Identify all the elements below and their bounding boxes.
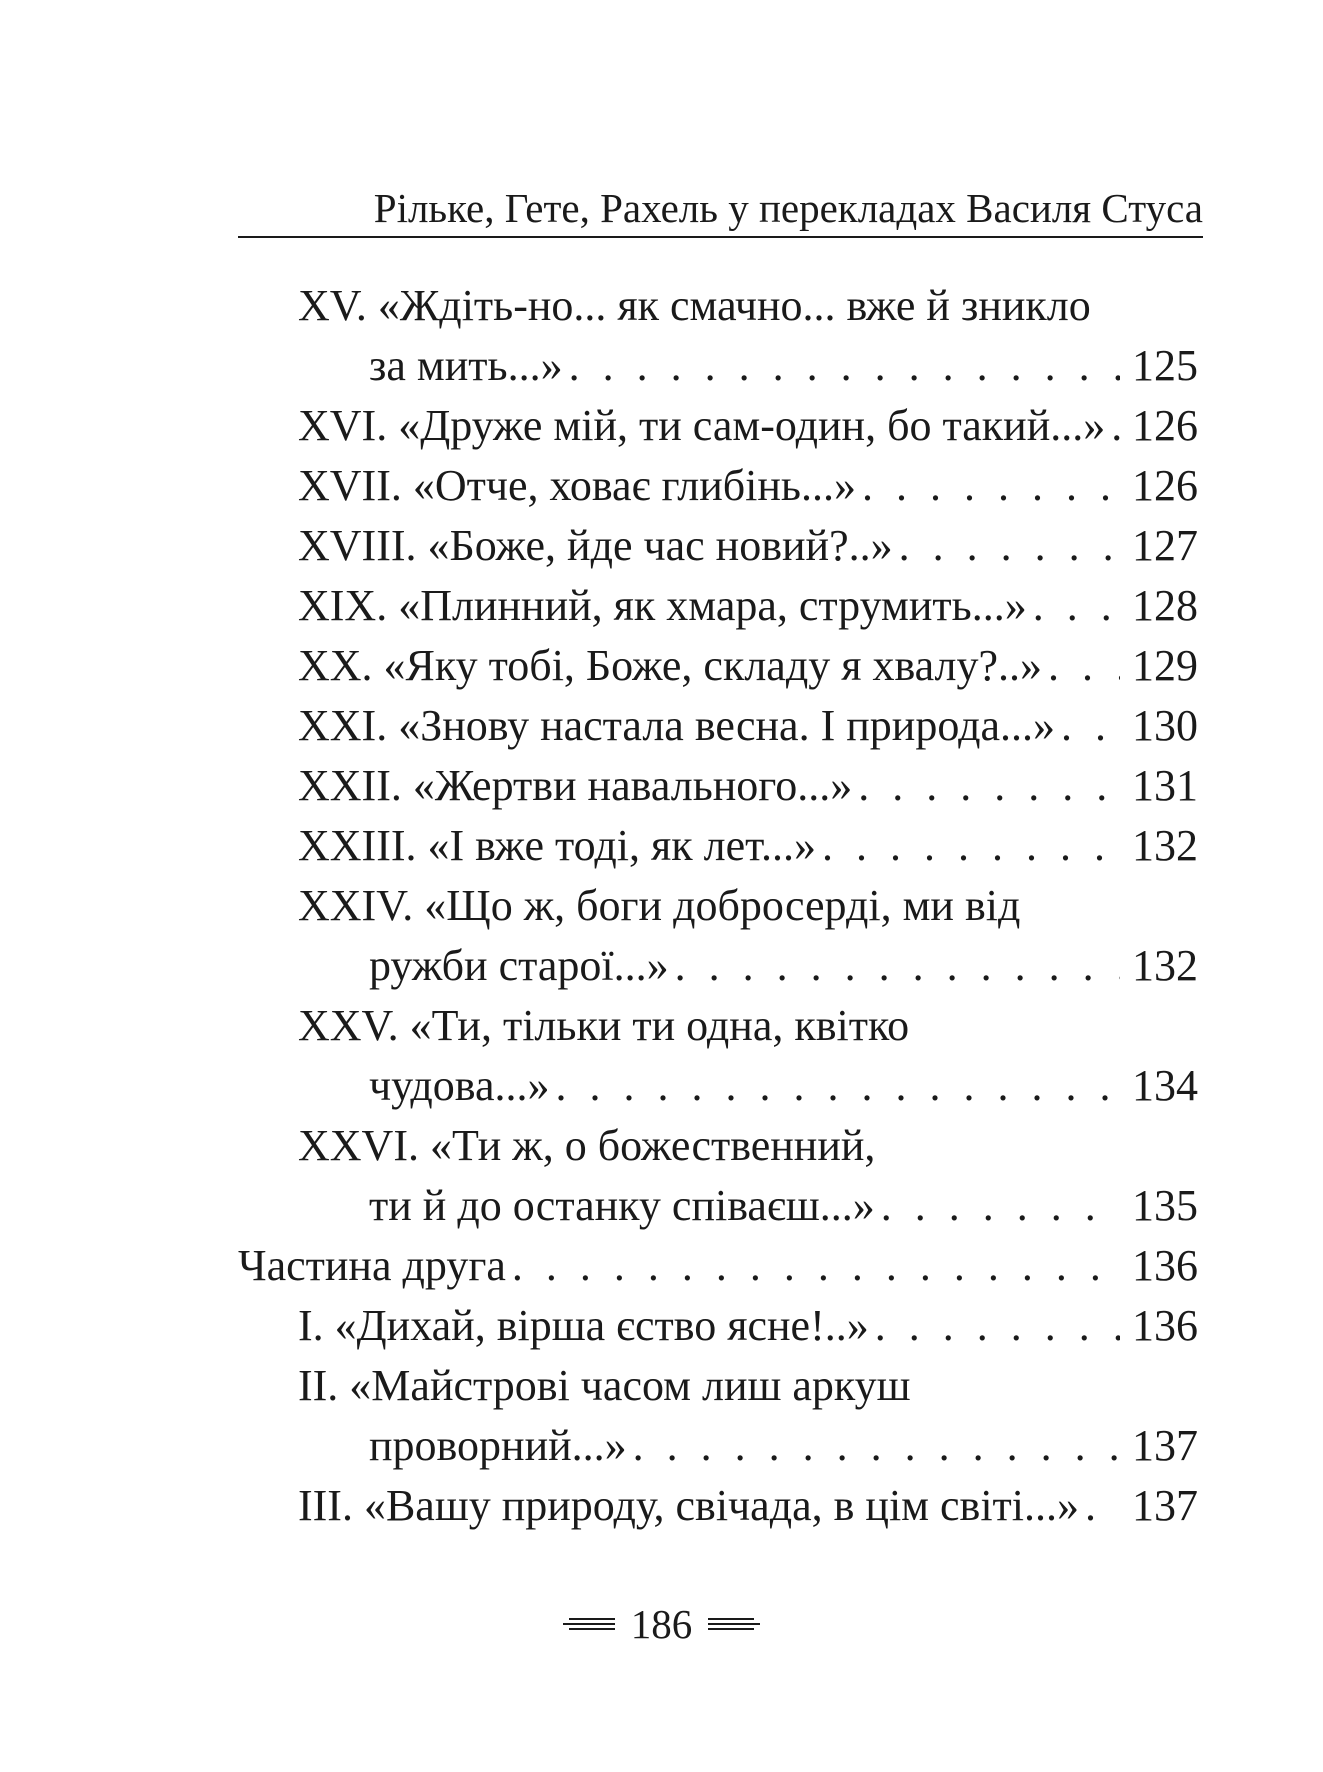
toc-entry[interactable]: [238, 456, 1198, 516]
toc-entry-first-line: [238, 276, 1198, 336]
toc-entry-title: XXVI. «Ти ж, о божественний,: [298, 1121, 876, 1170]
toc-entry[interactable]: [238, 1476, 1198, 1536]
toc-entry-title: XX. «Яку тобі, Боже, складу я хвалу?..»: [298, 641, 1043, 690]
toc-entry[interactable]: [238, 756, 1198, 816]
toc-entry-title: проворний...»: [369, 1421, 627, 1470]
toc-entry[interactable]: [238, 696, 1198, 756]
toc-entry-title: І. «Дихай, вірша єство ясне!..»: [298, 1301, 869, 1350]
toc-entry[interactable]: [238, 516, 1198, 576]
toc-entry[interactable]: [238, 1296, 1198, 1356]
toc-page-number: 126: [1132, 461, 1198, 510]
toc-page-number: 132: [1132, 821, 1198, 870]
folio-ornament-right-icon: [708, 1617, 760, 1631]
toc-entry[interactable]: [238, 1056, 1198, 1116]
folio-ornament-left-icon: [563, 1617, 615, 1631]
dot-leader: [1048, 636, 1120, 696]
toc-page-number: 134: [1132, 1061, 1198, 1110]
toc-entry[interactable]: [238, 396, 1198, 456]
toc-entry-title: XVII. «Отче, ховає глибінь...»: [298, 461, 856, 510]
toc-entry-title: XVIII. «Боже, йде час новий?..»: [298, 521, 893, 570]
toc-entry-title: XXI. «Знову настала весна. І природа...»: [298, 701, 1055, 750]
toc-entry[interactable]: [238, 636, 1198, 696]
toc-entry-title: XXIII. «І вже тоді, як лет...»: [298, 821, 817, 870]
toc-page-number: 125: [1132, 341, 1198, 390]
dot-leader: [1111, 396, 1120, 456]
toc-entry-title: чудова...»: [369, 1061, 550, 1110]
dot-leader: [1033, 576, 1120, 636]
toc-page-number: 126: [1132, 401, 1198, 450]
toc-entry[interactable]: [238, 336, 1198, 396]
dot-leader: [1061, 696, 1120, 756]
toc-entry-title: Частина друга: [238, 1241, 506, 1290]
toc-page-number: 136: [1132, 1301, 1198, 1350]
toc-page-number: 135: [1132, 1181, 1198, 1230]
toc-entry-title: ружби старої...»: [369, 941, 669, 990]
toc-entry[interactable]: [238, 1176, 1198, 1236]
toc-entry-title: XXV. «Ти, тільки ти одна, квітко: [298, 1001, 910, 1050]
toc-entry-title: XXII. «Жертви навального...»: [298, 761, 853, 810]
dot-leader: [512, 1236, 1120, 1296]
toc-page-number: 137: [1132, 1481, 1198, 1530]
toc-page-number: 131: [1132, 761, 1198, 810]
toc-entry-first-line: [238, 876, 1198, 936]
toc-entry-first-line: [238, 1356, 1198, 1416]
dot-leader: [569, 336, 1120, 396]
toc-page-number: 129: [1132, 641, 1198, 690]
toc-part-heading[interactable]: [238, 1236, 1198, 1296]
dot-leader: [862, 456, 1120, 516]
table-of-contents: [238, 276, 1198, 1536]
toc-entry-title: XV. «Ждіть-но... як смачно... вже й зникло: [298, 281, 1091, 330]
dot-leader: [899, 516, 1120, 576]
toc-entry-title: за мить...»: [369, 341, 563, 390]
toc-page-number: 128: [1132, 581, 1198, 630]
toc-page-number: 127: [1132, 521, 1198, 570]
toc-entry-title: XXIV. «Що ж, боги добросерді, ми від: [298, 881, 1021, 930]
toc-entry-title: ти й до останку співаєш...»: [369, 1181, 875, 1230]
toc-entry-title: XVI. «Друже мій, ти сам-один, бо такий...»: [298, 401, 1106, 450]
dot-leader: [875, 1296, 1120, 1356]
dot-leader: [822, 816, 1120, 876]
toc-entry-first-line: [238, 996, 1198, 1056]
toc-entry[interactable]: [238, 1416, 1198, 1476]
dot-leader: [881, 1176, 1120, 1236]
dot-leader: [858, 756, 1120, 816]
toc-page-number: 130: [1132, 701, 1198, 750]
toc-entry-title: ІІ. «Майстрові часом лиш аркуш: [298, 1361, 911, 1410]
page-folio: [0, 1600, 1323, 1648]
dot-leader: [633, 1416, 1120, 1476]
header-rule: [238, 236, 1203, 238]
dot-leader: [1085, 1476, 1120, 1536]
dot-leader: [675, 936, 1120, 996]
running-head: Рільке, Гете, Рахель у перекладах Василя Стуса: [373, 185, 1203, 231]
page-number: 186: [630, 1601, 693, 1647]
toc-entry-title: XIX. «Плинний, як хмара, струмить...»: [298, 581, 1027, 630]
toc-entry[interactable]: [238, 936, 1198, 996]
toc-page-number: 136: [1132, 1241, 1198, 1290]
toc-entry[interactable]: [238, 816, 1198, 876]
toc-page-number: 137: [1132, 1421, 1198, 1470]
toc-entry[interactable]: [238, 576, 1198, 636]
dot-leader: [555, 1056, 1120, 1116]
toc-page-number: 132: [1132, 941, 1198, 990]
toc-entry-title: ІІІ. «Вашу природу, свічада, в цім світі...»: [298, 1481, 1079, 1530]
toc-entry-first-line: [238, 1116, 1198, 1176]
